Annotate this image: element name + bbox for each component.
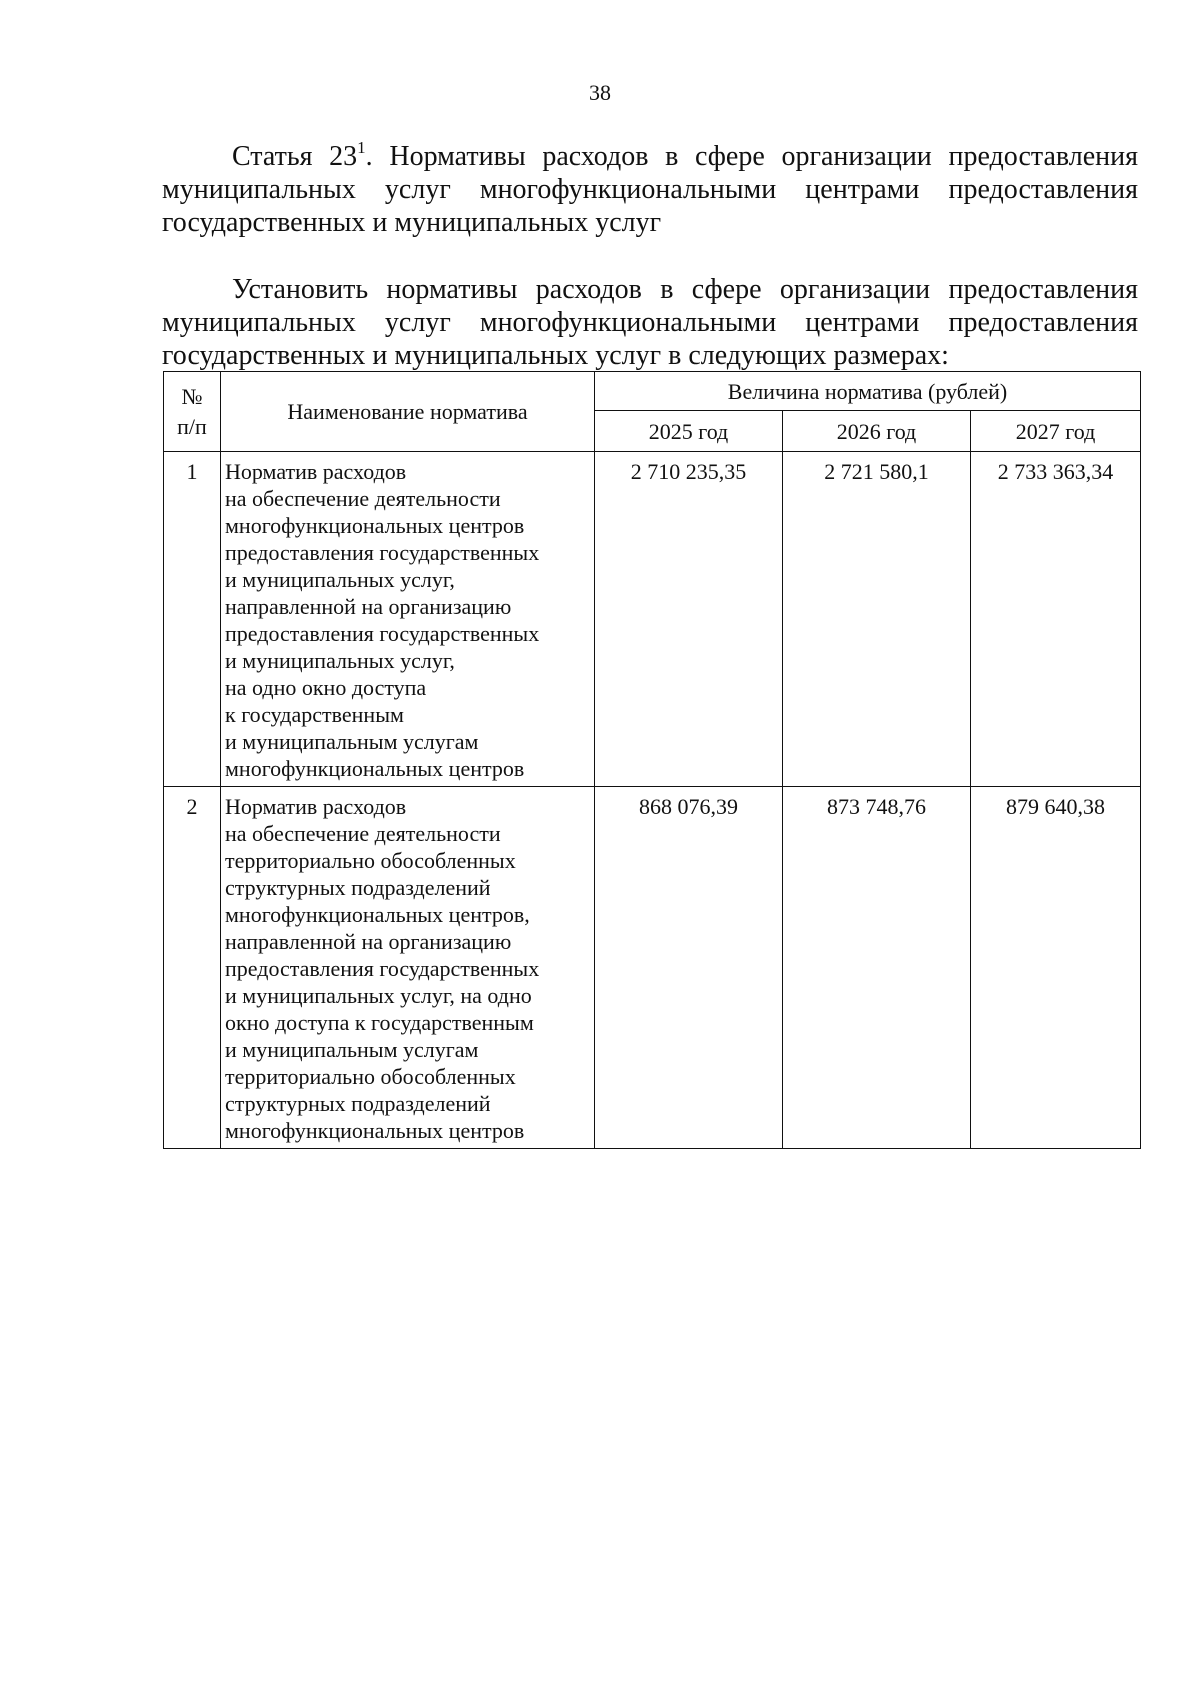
name-line: на обеспечение деятельности	[225, 486, 501, 511]
name-line: территориально обособленных	[225, 1064, 516, 1089]
value-2025: 2 710 235,35	[595, 452, 783, 787]
name-line: многофункциональных центров	[225, 756, 525, 781]
header-number	[164, 372, 221, 452]
name-line: направленной на организацию	[225, 929, 512, 954]
name-line: на одно окно доступа	[225, 675, 427, 700]
name-line: предоставления государственных	[225, 621, 540, 646]
name-line: к государственным	[225, 702, 404, 727]
name-line: и муниципальных услуг,	[225, 648, 455, 673]
header-number-line1: №	[181, 383, 203, 409]
name-line: многофункциональных центров,	[225, 902, 530, 927]
article-title-superscript: 1	[357, 138, 366, 157]
name-line: структурных подразделений	[225, 1091, 491, 1116]
name-line: и муниципальных услуг, на одно	[225, 983, 532, 1008]
name-line: и муниципальным услугам	[225, 729, 479, 754]
name-line: на обеспечение деятельности	[225, 821, 501, 846]
value-2025: 868 076,39	[595, 787, 783, 1149]
article-body: Установить нормативы расходов в сфере организации предоставления муниципальных услуг многофункциональными центрами предоставления государственных и муниципальных услуг в следующих размерах:	[162, 274, 1138, 371]
name-line: окно доступа к государственным	[225, 1010, 534, 1035]
value-2027: 2 733 363,34	[971, 452, 1141, 787]
row-number: 2	[164, 787, 221, 1149]
article-title-prefix: Статья 23	[232, 141, 358, 172]
header-year-2027: 2027 год	[971, 411, 1141, 452]
value-2027: 879 640,38	[971, 787, 1141, 1149]
norm-table	[163, 371, 1141, 1149]
header-number-line2: п/п	[177, 413, 207, 439]
name-line: Норматив расходов	[225, 794, 407, 819]
header-name: Наименование норматива	[221, 372, 595, 452]
row-number: 1	[164, 452, 221, 787]
name-line: многофункциональных центров	[225, 513, 525, 538]
name-line: Норматив расходов	[225, 459, 407, 484]
name-line: направленной на организацию	[225, 594, 512, 619]
header-year-2026: 2026 год	[783, 411, 971, 452]
header-value-group: Величина норматива (рублей)	[595, 372, 1141, 411]
row-name	[221, 787, 595, 1149]
value-2026: 2 721 580,1	[783, 452, 971, 787]
table-row	[164, 452, 1141, 787]
name-line: и муниципальных услуг,	[225, 567, 455, 592]
name-line: предоставления государственных	[225, 540, 540, 565]
name-line: территориально обособленных	[225, 848, 516, 873]
page-number: 38	[589, 80, 611, 105]
value-2026: 873 748,76	[783, 787, 971, 1149]
table-row	[164, 787, 1141, 1149]
row-name	[221, 452, 595, 787]
name-line: предоставления государственных	[225, 956, 540, 981]
name-line: и муниципальным услугам	[225, 1037, 479, 1062]
article-title-rest: . Нормативы расходов в сфере организации предоставления муниципальных услуг многофункциональными центрами предоставления государственных и муниципальных услуг	[162, 141, 1138, 238]
name-line: структурных подразделений	[225, 875, 491, 900]
name-line: многофункциональных центров	[225, 1118, 525, 1143]
article-heading	[162, 140, 1138, 239]
header-year-2025: 2025 год	[595, 411, 783, 452]
